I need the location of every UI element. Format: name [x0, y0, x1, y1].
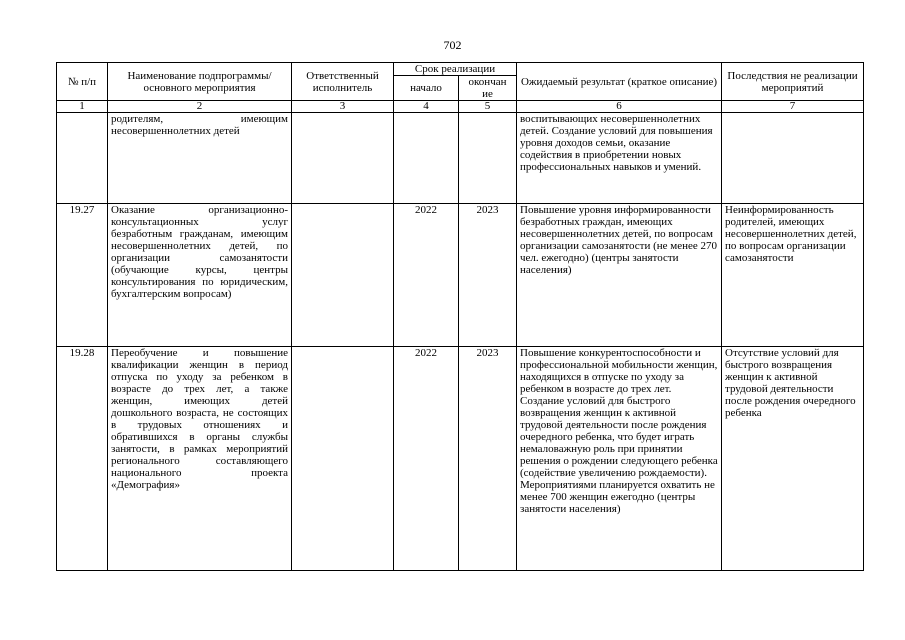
- row-num: 19.28: [57, 347, 108, 571]
- column-number: 5: [459, 101, 517, 113]
- row-end: [459, 113, 517, 204]
- row-start: [394, 113, 459, 204]
- row-result: воспитывающих несовершеннолетних детей. Создание условий для повышения уровня доходов семьи, оказание содействия в приобретении новых профессиональных навыков и умений.: [517, 113, 722, 204]
- row-name: родителям, имеющим несовершеннолетних детей: [108, 113, 292, 204]
- header-num: № п/п: [57, 63, 108, 101]
- header-responsible: Ответственный исполнитель: [292, 63, 394, 101]
- header-period: Срок реализации: [394, 63, 517, 76]
- header-name: Наименование подпрограммы/ основного мероприятия: [108, 63, 292, 101]
- row-responsible: [292, 113, 394, 204]
- row-start: 2022: [394, 347, 459, 571]
- row-result: Повышение уровня информированности безработных граждан, имеющих несовершеннолетних детей, по вопросам организации самозанятости (не менее 270 чел. ежегодно) (центры занятости населения): [517, 204, 722, 347]
- row-name: Оказание организационно-консультационных услуг безработным гражданам, имеющим несовершеннолетних детей, по организации самозанятости (обучающие курсы, центры консультирования по юридическим, бухгалтерским вопросам): [108, 204, 292, 347]
- row-consequences: Неинформированность родителей, имеющих несовершеннолетних детей, по вопросам организации самозанятости: [722, 204, 864, 347]
- table-row: [57, 113, 864, 204]
- column-numbers-row: [57, 101, 864, 113]
- header-consequences: Последствия не реализации мероприятий: [722, 63, 864, 101]
- page-number: 702: [443, 38, 462, 52]
- row-end: 2023: [459, 347, 517, 571]
- column-number: 4: [394, 101, 459, 113]
- table-row: [57, 347, 864, 571]
- row-responsible: [292, 347, 394, 571]
- header-start: начало: [394, 76, 459, 101]
- row-end: 2023: [459, 204, 517, 347]
- row-num: [57, 113, 108, 204]
- column-number: 6: [517, 101, 722, 113]
- measures-table: [56, 62, 864, 571]
- row-result: Повышение конкурентоспособности и профессиональной мобильности женщин, находящихся в отпуске по уходу за ребенком в возрасте до трех лет. Создание условий для быстрого возвращения женщин к активной трудовой деятельности после рождения очередного ребенка, что будет играть немаловажную роль при принятии решения о рождении следующего ребенка (содействие увеличению рождаемости). Мероприятиями планируется охватить не менее 700 женщин ежегодно (центры занятости населения): [517, 347, 722, 571]
- row-start: 2022: [394, 204, 459, 347]
- row-consequences: Отсутствие условий для быстрого возвращения женщин к активной трудовой деятельности после рождения очередного ребенка: [722, 347, 864, 571]
- header-result: Ожидаемый результат (краткое описание): [517, 63, 722, 101]
- column-number: 7: [722, 101, 864, 113]
- row-num: 19.27: [57, 204, 108, 347]
- column-number: 2: [108, 101, 292, 113]
- column-number: 1: [57, 101, 108, 113]
- column-number: 3: [292, 101, 394, 113]
- row-consequences: [722, 113, 864, 204]
- row-name: Переобучение и повышение квалификации женщин в период отпуска по уходу за ребенком в возрасте до трех лет, а также женщин, имеющих детей дошкольного возраста, не состоящих в трудовых отношениях и обратившихся в органы службы занятости, в рамках мероприятий регионального составляющего национального проекта «Демография»: [108, 347, 292, 571]
- table-row: [57, 204, 864, 347]
- header-end: окончан ие: [459, 76, 517, 101]
- row-responsible: [292, 204, 394, 347]
